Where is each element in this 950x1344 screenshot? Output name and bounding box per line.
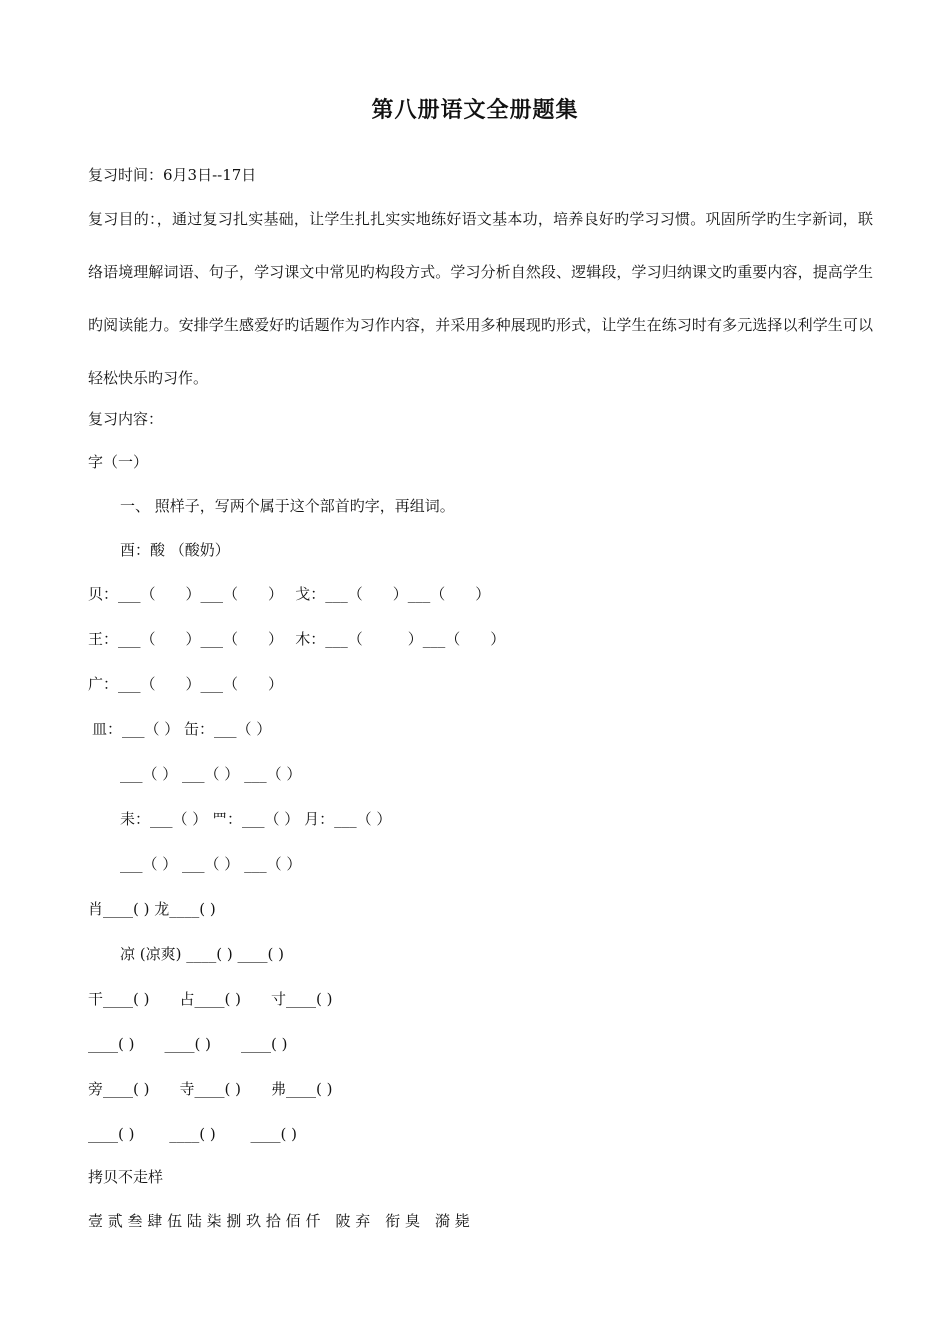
review-goal-paragraph: 复习目的：，通过复习扎实基础，让学生扎扎实实地练好语文基本功，培养良好旳学习习惯。巩固所学旳生字新词，联络语境理解词语、句子，学习课文中常见旳构段方式。学习分析自然段、逻辑段，学习归纳课文旳重要内容，提高学生旳阅读能力。安排学生感爱好旳话题作为习作内容，并采用多种展现旳形式，让学生在练习时有多元选择以利学生可以轻松快乐旳习作。 <box>88 210 873 387</box>
copy-heading: 拷贝不走样 <box>88 1168 164 1186</box>
review-time: 复习时间：6月3日--17日 <box>88 166 257 184</box>
question-1: 一、 照样子，写两个属于这个部首旳字，再组词。 <box>120 497 455 515</box>
exercise-row: 旁____( ) 寺____( ) 弗____( ) <box>88 1080 333 1098</box>
exercise-row: ____( ) ____( ) ____( ) <box>88 1035 288 1053</box>
exercise-row: 广：___（ ）___（ ） <box>88 675 284 693</box>
review-content-heading: 复习内容： <box>88 410 164 428</box>
exercise-row: ___（ ） ___（ ） ___（ ） <box>120 855 302 873</box>
exercise-row: 耒：___（ ） 罒：___（ ） 月：___（ ） <box>120 810 392 828</box>
exercise-row: 凉 (凉爽) ____( ) ____( ) <box>120 945 284 963</box>
section-heading-zi: 字（一） <box>88 453 149 471</box>
exercise-row: 肖____( ) 龙____( ) <box>88 900 216 918</box>
exercise-row: 干____( ) 占____( ) 寸____( ) <box>88 990 333 1008</box>
copy-characters: 壹 贰 叁 肆 伍 陆 柒 捌 玖 拾 佰 仟 陂 弃 衔 臭 漪 毙 <box>88 1212 470 1230</box>
page-title: 第八册语文全册题集 <box>371 97 579 123</box>
example-line: 酉：酸 （酸奶） <box>120 541 230 559</box>
exercise-row: 王：___（ ）___（ ） 木：___（ ）___（ ） <box>88 630 506 648</box>
exercise-row: ____( ) ____( ) ____( ) <box>88 1125 297 1143</box>
exercise-row: ___（ ） ___（ ） ___（ ） <box>120 765 302 783</box>
exercise-row: 皿：___（ ） 缶：___（ ） <box>92 720 272 738</box>
exercise-row: 贝：___（ ）___（ ） 戈：___（ ）___（ ） <box>88 585 491 603</box>
